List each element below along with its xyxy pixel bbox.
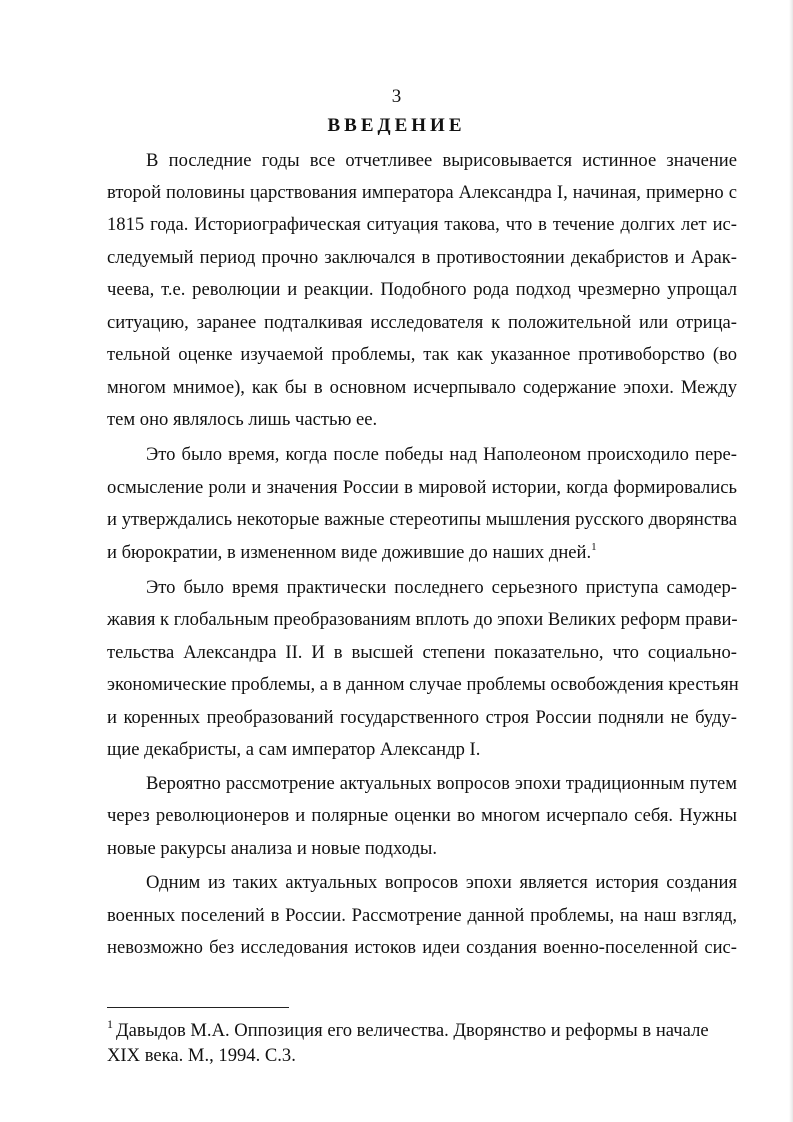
- footnote-line: XIX века. М., 1994. С.3.: [107, 1045, 296, 1066]
- page-number: 3: [391, 86, 402, 107]
- text-line: тем оно являлось лишь частью ее.: [107, 409, 378, 430]
- text-line: осмысление роли и значения России в мировой истории, когда формировались: [107, 477, 737, 498]
- text-line: тельной оценке изучаемой проблемы, так как указанное противоборство (во: [107, 344, 737, 365]
- text-line: новые ракурсы анализа и новые подходы.: [107, 838, 437, 859]
- text-line: Вероятно рассмотрение актуальных вопросов эпохи традиционным путем: [146, 773, 737, 794]
- text-line: Это было время практически последнего серьезного приступа самодер-: [146, 577, 737, 598]
- text-line: щие декабристы, а сам император Александр I.: [107, 739, 481, 760]
- footnote-divider: [107, 1007, 289, 1008]
- text-line: второй половины царствования императора Александра I, начиная, примерно с: [107, 182, 737, 203]
- scan-edge: [789, 0, 793, 1122]
- footnote-reference[interactable]: 1: [591, 541, 597, 553]
- text-line: через революционеров и полярные оценки во многом исчерпало себя. Нужны: [107, 805, 737, 826]
- text-line: невозможно без исследования истоков идеи создания военно-поселенной сис-: [107, 937, 737, 958]
- text-line: В последние годы все отчетливее вырисовывается истинное значение: [146, 150, 737, 171]
- text-line: ситуацию, заранее подталкивая исследователя к положительной или отрица-: [107, 312, 737, 333]
- text-line: Одним из таких актуальных вопросов эпохи является история создания: [146, 872, 737, 893]
- text-line: военных поселений в России. Рассмотрение данной проблемы, на наш взгляд,: [107, 905, 737, 926]
- text-line: 1815 года. Историографическая ситуация такова, что в течение долгих лет ис-: [107, 214, 737, 235]
- text-line: многом мнимое), как бы в основном исчерпывало содержание эпохи. Между: [107, 377, 737, 398]
- text-line: [107, 541, 737, 563]
- text-line: экономические проблемы, а в данном случае проблемы освобождения крестьян: [107, 674, 739, 695]
- footnote-text: Давыдов М.А. Оппозиция его величества. Дворянство и реформы в начале: [116, 1020, 709, 1041]
- text-line: Это было время, когда после победы над Наполеоном происходило пере-: [146, 444, 737, 465]
- page-title: ВВЕДЕНИЕ: [327, 115, 466, 136]
- footnote-mark: 1: [107, 1017, 113, 1031]
- text-line: чеева, т.е. революции и реакции. Подобного рода подход чрезмерно упрощал: [107, 279, 737, 300]
- footnote-line: [107, 1017, 709, 1041]
- text-line: тельства Александра II. И в высшей степени показательно, что социально-: [107, 642, 737, 663]
- text-line: жавия к глобальным преобразованиям вплоть до эпохи Великих реформ прави-: [107, 609, 738, 630]
- text-line: следуемый период прочно заключался в противостоянии декабристов и Арак-: [107, 247, 737, 268]
- text-line-content: и бюрократии, в измененном виде дожившие до наших дней.: [107, 542, 592, 563]
- text-line: и утверждались некоторые важные стереотипы мышления русского дворянства: [107, 509, 737, 530]
- text-line: и коренных преобразований государственного строя России подняли не буду-: [107, 707, 737, 728]
